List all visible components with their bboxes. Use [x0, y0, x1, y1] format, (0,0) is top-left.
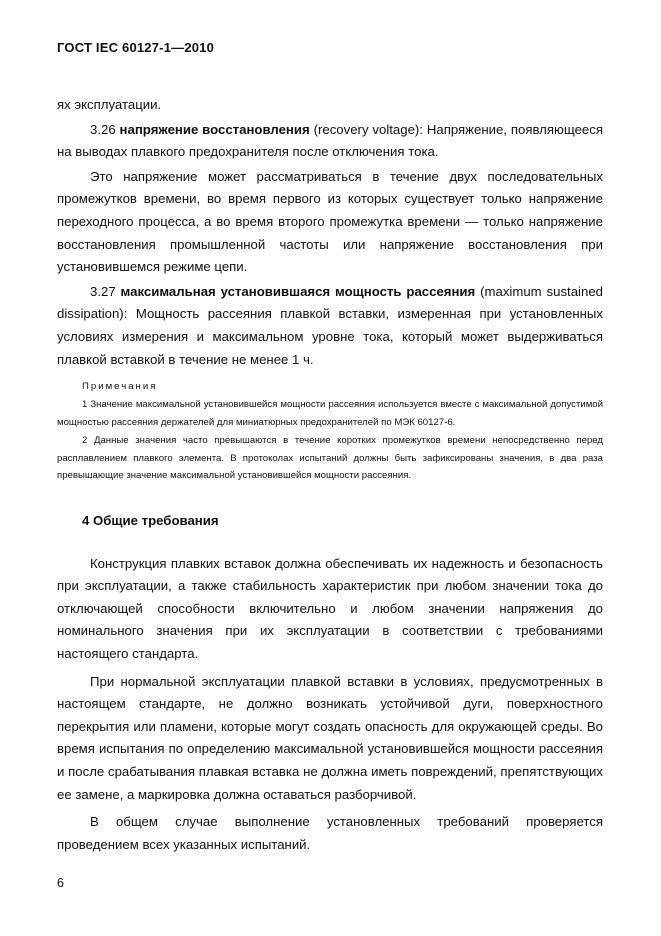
paragraph-continuation: ях эксплуатации.	[57, 97, 162, 112]
paragraph: При нормальной эксплуатации плавкой вставки в условиях, предусмотренных в настоящем стандарте, не должно возникать устойчивой дуги, поверхностного перекрытия или пламени, которые могут создать опасность для окружающей среды. Во время испытания по определению максимальной установившейся мощности рассеяния и после срабатывания плавкая вставка не должна иметь повреждений, препятствующих ее замене, а маркировка должна оставаться разборчивой.	[57, 673, 603, 802]
section-body	[57, 553, 603, 857]
definition-3-27	[57, 281, 603, 371]
section-heading: 4 Общие требования	[82, 512, 219, 528]
paragraph: В общем случае выполнение установленных требований проверяется проведением всех указанных испытаний.	[57, 814, 603, 852]
definition-3-26	[57, 119, 603, 164]
note-item: 1 Значение максимальной установившейся мощности рассеяния используется вместе с максимальной допустимой мощностью рассеяния держателей для миниатюрных предохранителей по МЭК 60127-6.	[57, 399, 603, 428]
note-item: 2 Данные значения часто превышаются в течение коротких промежутков времени непосредственно перед расплавлением плавкого элемента. В протоколах испытаний должны быть зафиксированы значения, в два раза превышающие значение максимальной установившейся мощности рассеяния.	[57, 435, 603, 482]
clause-number: 3.26	[90, 121, 116, 137]
document-header: ГОСТ IEC 60127-1—2010	[57, 40, 215, 55]
paragraph: Это напряжение может рассматриваться в течение двух последовательных промежутков времени, во время первого из которых существует только напряжение переходного процесса, а во время второго промежутка времени — только напряжение восстановления промышленной частоты или напряжение восстановления при установившемся режиме цепи.	[57, 168, 603, 275]
defined-term: максимальная установившаяся мощность рассеяния	[120, 283, 476, 299]
definition-text: (recovery voltage): Напряжение, появляющееся на выводах плавкого предохранителя после отключения тока.	[57, 121, 603, 160]
clause-number: 3.27	[90, 283, 116, 299]
defined-term: напряжение восстановления	[119, 121, 310, 137]
document-body	[57, 94, 603, 856]
definition-text: (maximum sustained dissipation): Мощность рассеяния плавкой вставки, измеренная при установленных условиях измерения и максимальном уровне тока, который может выдерживаться плавкой вставкой в течение не менее 1 ч.	[57, 283, 603, 367]
notes-heading: Примечания	[82, 381, 158, 393]
paragraph: Конструкция плавких вставок должна обеспечивать их надежность и безопасность при эксплуатации, а также стабильность характеристик при любом значении тока до отключающей способности включительно и любом значении напряжения до номинального значения при их эксплуатации в соответствии с требованиями настоящего стандарта.	[57, 555, 603, 661]
page-number: 6	[57, 876, 64, 890]
